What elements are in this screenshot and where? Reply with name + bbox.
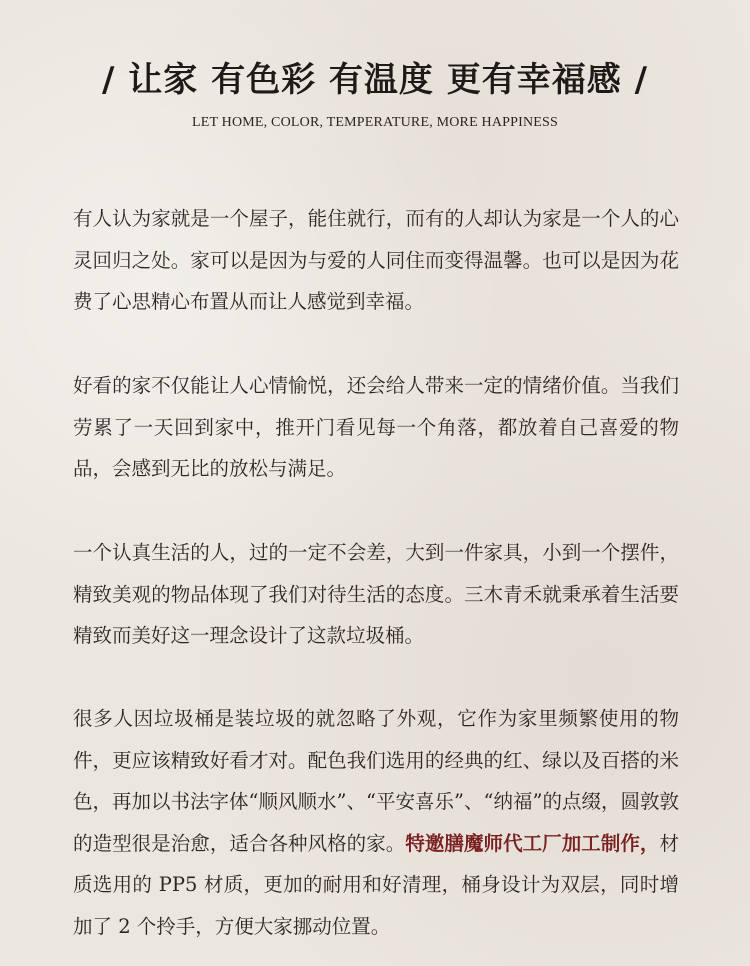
paragraph-2: 好看的家不仅能让人心情愉悦，还会给人带来一定的情绪价值。当我们劳累了一天回到家中，推开门看见每一个角落，都放着自己喜爱的物品，会感到无比的放松与满足。 — [73, 374, 679, 480]
paragraph-3: 一个认真生活的人，过的一定不会差，大到一件家具，小到一个摆件，精致美观的物品体现了我们对待生活的态度。三木青禾就秉承着生活要精致而美好这一理念设计了这款垃圾桶。 — [73, 541, 679, 647]
paragraph-1: 有人认为家就是一个屋子，能住就行，而有的人却认为家是一个人的心灵回归之处。家可以是因为与爱的人同住而变得温馨。也可以是因为花费了心思精心布置从而让人感觉到幸福。 — [73, 207, 679, 313]
page-title: / 让家 有色彩 有温度 更有幸福感 / — [101, 60, 649, 100]
paragraph-4-text-end: 材质选用的 PP5 材质，更加的耐用和好清理，桶身设计为双层，同时增加了 2 个拎手，方便大家挪动位置。 — [73, 831, 679, 938]
paragraph-4-highlight: 特邀膳魔师代工厂加工制作， — [405, 831, 660, 855]
paragraph-4 — [73, 698, 679, 947]
paragraph-4-text-start: 很多人因垃圾桶是装垃圾的就忽略了外观，它作为家里频繁使用的物件，更应该精致好看才对。配色我们选用的经典的红、绿以及百搭的米色，再加以书法字体“顺风顺水”、“平安喜乐”、“纳福”的点缀，圆敦敦的造型很是治愈，适合各种风格的家。 — [73, 707, 679, 855]
page-subtitle: LET HOME, COLOR, TEMPERATURE, MORE HAPPINESS — [191, 115, 559, 130]
